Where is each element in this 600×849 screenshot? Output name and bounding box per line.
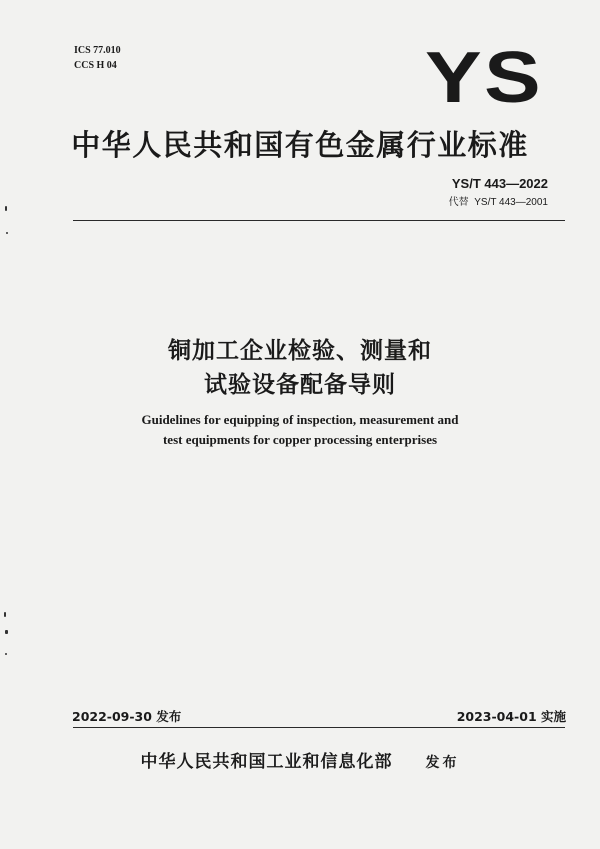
replaces-label: 代替: [448, 197, 469, 208]
standard-number: YS/T 443—2022: [451, 176, 548, 191]
classification-codes: [74, 43, 121, 73]
english-title-line-2: test equipments for copper processing enterprises: [162, 432, 438, 447]
english-title: [0, 410, 600, 450]
replaces-line: [449, 193, 548, 208]
chinese-title: [0, 334, 600, 402]
scan-speck: [5, 206, 7, 211]
chinese-title-line-1: 铜加工企业检验、测量和: [168, 338, 432, 364]
publisher-line: [0, 747, 600, 772]
chinese-title-line-2: 试验设备配备导则: [204, 372, 396, 398]
organization-title: 中华人民共和国有色金属行业标准: [71, 128, 529, 162]
replaces-number: YS/T 443—2001: [474, 197, 548, 208]
publisher-name: 中华人民共和国工业和信息化部: [140, 752, 393, 772]
bottom-divider: [73, 727, 565, 728]
implementation-date: 2023-04-01 实施: [456, 709, 566, 724]
ics-code: ICS 77.010: [74, 45, 121, 56]
standard-number-block: [449, 176, 548, 208]
scan-speck: [4, 612, 6, 617]
scan-speck: [6, 232, 8, 234]
scan-speck: [5, 630, 8, 634]
english-title-line-1: Guidelines for equipping of inspection, measurement and: [141, 412, 459, 427]
scan-speck: [5, 653, 7, 655]
issue-date: 2022-09-30 发布: [72, 709, 182, 724]
publish-word: 发布: [425, 755, 460, 771]
top-divider: [73, 220, 565, 221]
dates-row: [72, 707, 566, 725]
ys-logo: YS: [425, 38, 544, 118]
ccs-code: CCS H 04: [74, 60, 117, 71]
